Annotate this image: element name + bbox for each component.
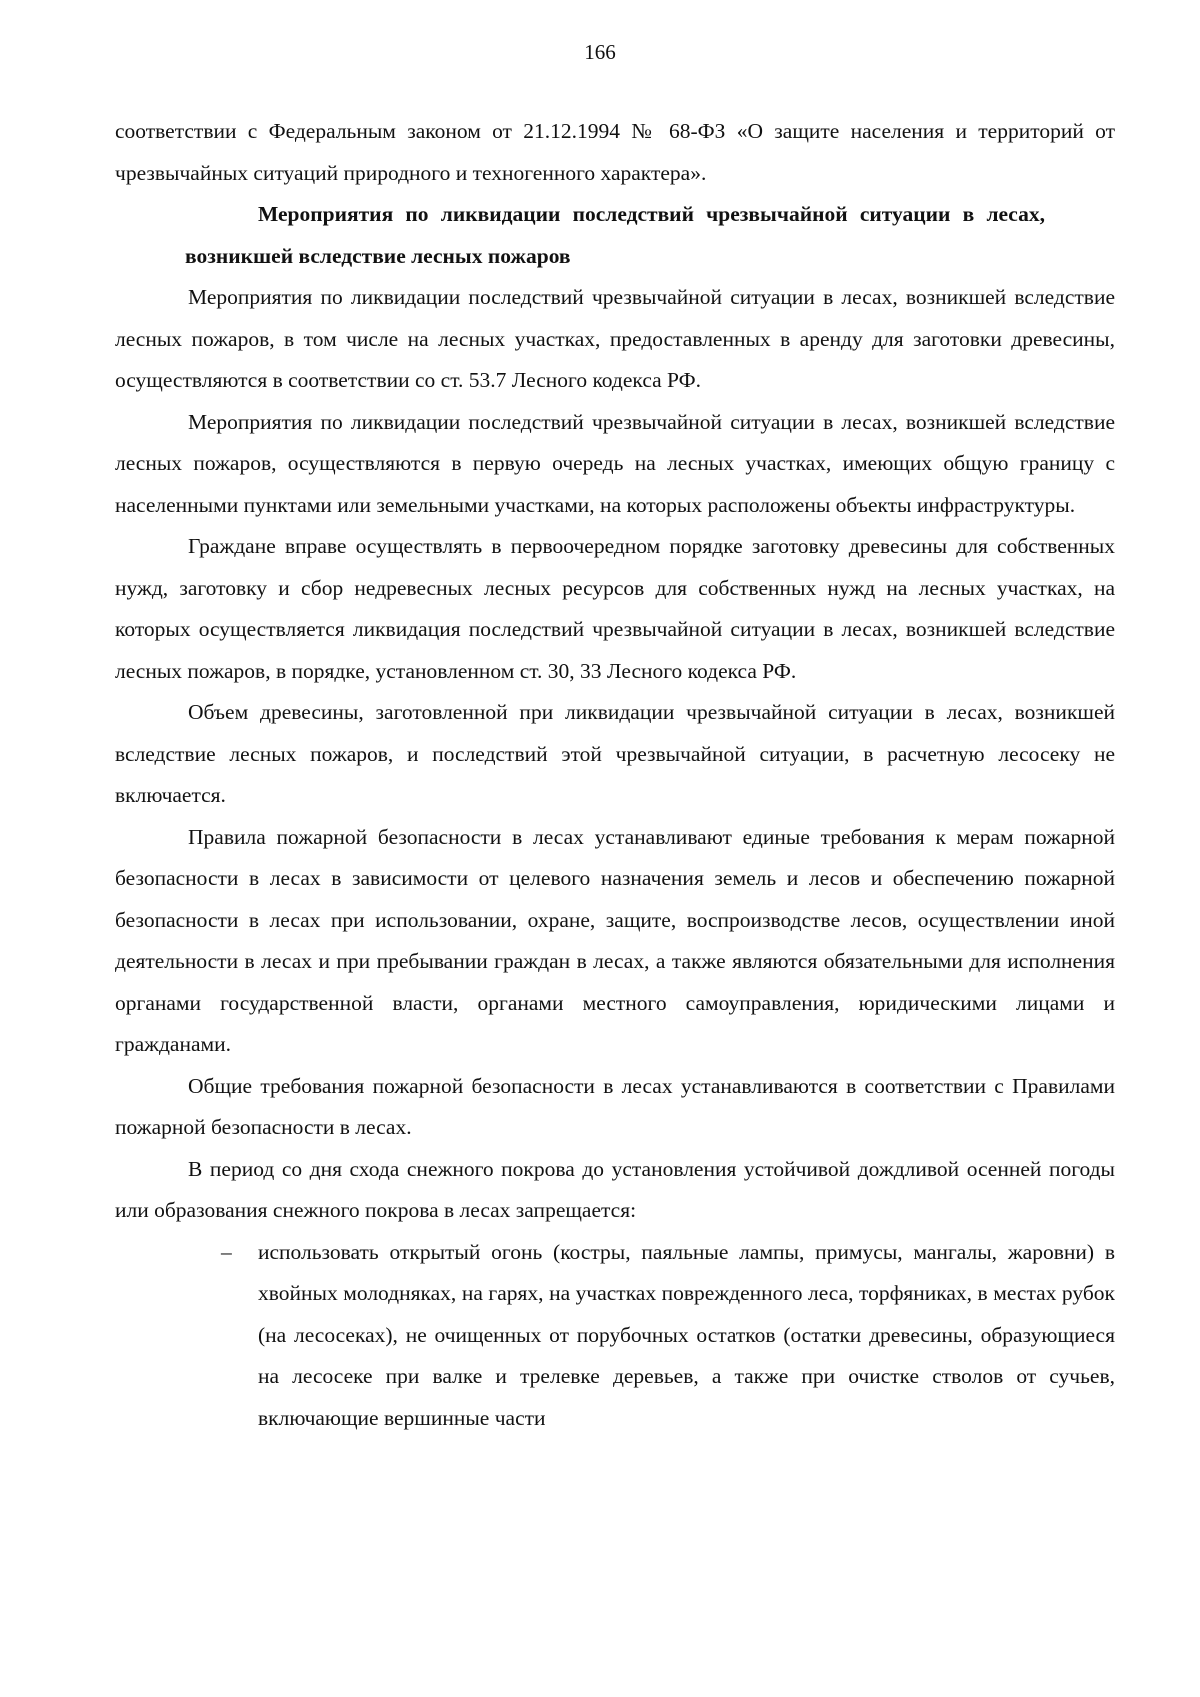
paragraph: Объем древесины, заготовленной при ликвидации чрезвычайной ситуации в лесах, возникшей вследствие лесных пожаров, и последствий этой чрезвычайной ситуации, в расчетную лесосеку не включается. <box>115 700 1115 807</box>
paragraph: Мероприятия по ликвидации последствий чрезвычайной ситуации в лесах, возникшей вследствие лесных пожаров, осуществляются в первую очередь на лесных участках, имеющих общую границу с населенными пунктами или земельными участками, на которых расположены объекты инфраструктуры. <box>115 409 1115 517</box>
list-item <box>115 1232 1115 1440</box>
list-bullet: – <box>221 1239 232 1264</box>
paragraph: В период со дня схода снежного покрова до установления устойчивой дождливой осенней погоды или образования снежного покрова в лесах запрещается: <box>115 1156 1115 1222</box>
paragraph: Общие требования пожарной безопасности в лесах устанавливаются в соответствии с Правилами пожарной безопасности в лесах. <box>115 1073 1115 1139</box>
paragraph: Мероприятия по ликвидации последствий чрезвычайной ситуации в лесах, возникшей вследствие лесных пожаров, в том числе на лесных участках, предоставленных в аренду для заготовки древесины, осуществляются в соответствии со ст. 53.7 Лесного кодекса РФ. <box>115 285 1115 392</box>
document-body <box>115 111 1115 1439</box>
list-item-text: использовать открытый огонь (костры, паяльные лампы, примусы, мангалы, жаровни) в хвойных молодняках, на гарях, на участках поврежденного леса, торфяниках, в местах рубок (на лесосеках), не очищенных от порубочных остатков (остатки древесины, образующиеся на лесосеке при валке и трелевке деревьев, а также при очистке стволов от сучьев, включающие вершинные части <box>258 1239 1115 1430</box>
paragraph: Граждане вправе осуществлять в первоочередном порядке заготовку древесины для собственных нужд, заготовку и сбор недревесных лесных ресурсов для собственных нужд на лесных участках, на которых осуществляется ликвидация последствий чрезвычайной ситуации в лесах, возникшей вследствие лесных пожаров, в порядке, установленном ст. 30, 33 Лесного кодекса РФ. <box>115 534 1115 683</box>
page-number: 166 <box>584 40 616 64</box>
paragraph-continuation: соответствии с Федеральным законом от 21.12.1994 № 68-ФЗ «О защите населения и территорий от чрезвычайных ситуаций природного и техногенного характера». <box>115 119 1115 185</box>
prohibition-list <box>115 1232 1115 1440</box>
section-heading: Мероприятия по ликвидации последствий чрезвычайной ситуации в лесах, возникшей вследствие лесных пожаров <box>185 202 1045 268</box>
paragraph: Правила пожарной безопасности в лесах устанавливают единые требования к мерам пожарной безопасности в лесах в зависимости от целевого назначения земель и лесов и обеспечению пожарной безопасности в лесах при использовании, охране, защите, воспроизводстве лесов, осуществлении иной деятельности в лесах и при пребывании граждан в лесах, а также являются обязательными для исполнения органами государственной власти, органами местного самоуправления, юридическими лицами и гражданами. <box>115 824 1115 1056</box>
